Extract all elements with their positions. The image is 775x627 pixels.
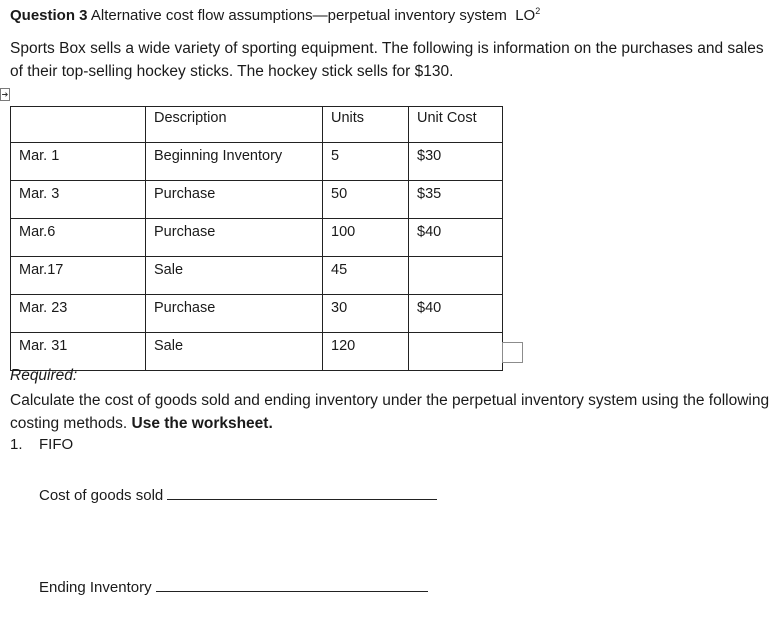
- table-resize-handle[interactable]: [502, 342, 523, 363]
- learning-objective: LO: [515, 7, 536, 24]
- required-text: Calculate the cost of goods sold and ending inventory under the perpetual inventory system using the following costing methods.: [10, 392, 770, 432]
- table-row: [11, 219, 503, 257]
- cell-date: Mar. 3: [11, 181, 146, 219]
- intro-paragraph: Sports Box sells a wide variety of sporting equipment. The following is information on the purchases and sales of their top-selling hockey sticks. The hockey stick sells for $130.: [10, 40, 764, 80]
- cell-date: Mar.6: [11, 219, 146, 257]
- cell-unit-cost: $35: [409, 181, 503, 219]
- cogs-blank-field[interactable]: [167, 484, 437, 500]
- cell-description: Purchase: [146, 181, 323, 219]
- cogs-label: Cost of goods sold: [39, 487, 164, 504]
- question-number: Question 3: [10, 7, 88, 24]
- header-cell-description: Description: [146, 107, 323, 143]
- cell-date: Mar.17: [11, 257, 146, 295]
- ending-inventory-label: Ending Inventory: [39, 579, 152, 596]
- cell-units: 100: [323, 219, 409, 257]
- cell-units: 50: [323, 181, 409, 219]
- ending-inventory-answer: [39, 576, 428, 596]
- cell-description: Purchase: [146, 219, 323, 257]
- cell-description: Beginning Inventory: [146, 143, 323, 181]
- header-cell-unit-cost: Unit Cost: [409, 107, 503, 143]
- table-row: [11, 295, 503, 333]
- required-instructions: [10, 389, 770, 435]
- required-label: Required:: [10, 367, 78, 384]
- table-row: [11, 257, 503, 295]
- table-header-row: [11, 107, 503, 143]
- question-topic: Alternative cost flow assumptions—perpetual inventory system: [90, 7, 507, 24]
- cell-date: Mar. 1: [11, 143, 146, 181]
- table-row: [11, 143, 503, 181]
- inventory-table: [10, 106, 503, 371]
- cell-unit-cost: [409, 257, 503, 295]
- cell-units: 30: [323, 295, 409, 333]
- cell-description: Purchase: [146, 295, 323, 333]
- cell-units: 45: [323, 257, 409, 295]
- list-item: [10, 436, 73, 453]
- table-row: [11, 181, 503, 219]
- cogs-answer: [39, 484, 437, 504]
- cell-description: Sale: [146, 257, 323, 295]
- header-cell-units: Units: [323, 107, 409, 143]
- cell-unit-cost: $30: [409, 143, 503, 181]
- cell-description: Sale: [146, 333, 323, 371]
- list-item-number: 1.: [10, 436, 23, 453]
- cell-units: 5: [323, 143, 409, 181]
- ending-inventory-blank-field[interactable]: [156, 576, 428, 592]
- cell-units: 120: [323, 333, 409, 371]
- table-row: [11, 333, 503, 371]
- cell-unit-cost: $40: [409, 295, 503, 333]
- list-item-label: FIFO: [39, 436, 74, 453]
- cell-unit-cost: $40: [409, 219, 503, 257]
- cell-date: Mar. 31: [11, 333, 146, 371]
- cell-date: Mar. 23: [11, 295, 146, 333]
- cell-unit-cost: [409, 333, 503, 371]
- learning-objective-number: 2: [535, 6, 541, 16]
- table-move-handle-icon[interactable]: ➔: [1, 90, 9, 99]
- header-cell-date: [11, 107, 146, 143]
- required-emphasis: Use the worksheet.: [131, 415, 273, 432]
- question-title: [10, 7, 540, 24]
